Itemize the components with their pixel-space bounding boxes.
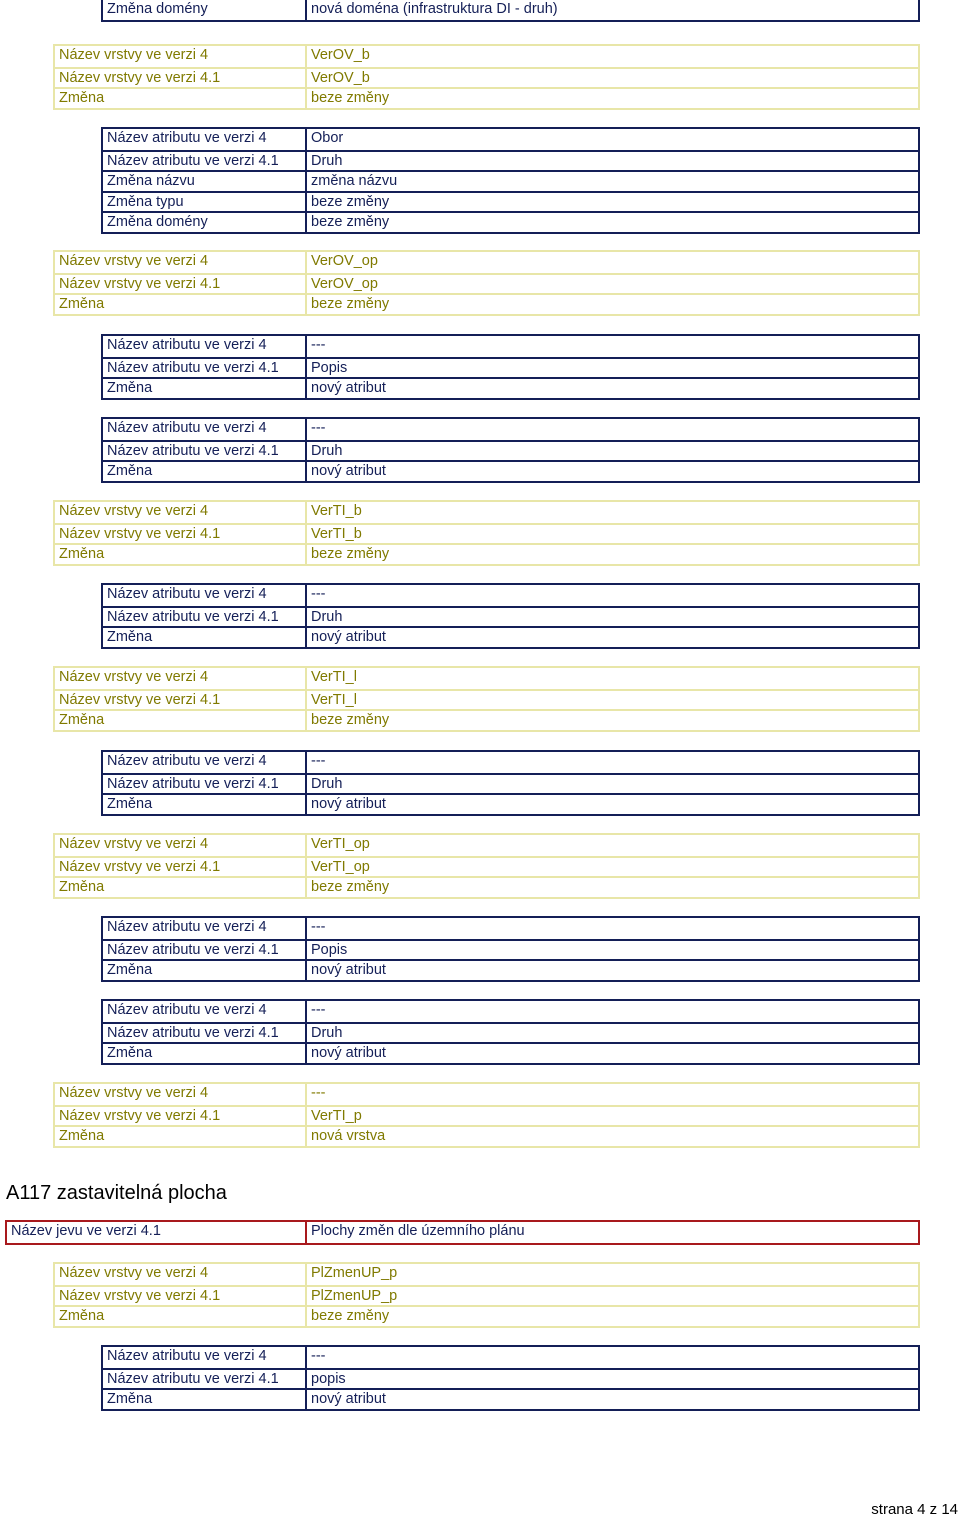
row-value: beze změny: [305, 545, 918, 564]
row-value: nový atribut: [305, 1044, 918, 1063]
row-label: Název vrstvy ve verzi 4.1: [59, 691, 221, 708]
table-row: [103, 1001, 918, 1022]
row-value: Popis: [305, 941, 918, 960]
table-row: [55, 709, 918, 730]
row-label: Název atributu ve verzi 4.1: [107, 359, 279, 376]
table-row: [103, 918, 918, 939]
row-label: Název atributu ve verzi 4: [107, 130, 267, 146]
table-row: [55, 1105, 918, 1126]
row-label: Změna: [59, 546, 105, 563]
row-value: ---: [305, 336, 918, 357]
row-label: Změna: [107, 463, 153, 480]
row-value: PlZmenUP_p: [305, 1287, 918, 1306]
row-value: Obor: [305, 129, 918, 150]
row-label: Název atributu ve verzi 4: [107, 1348, 267, 1364]
row-value: beze změny: [305, 878, 918, 897]
row-value: VerOV_op: [305, 252, 918, 273]
table-row: [55, 67, 918, 88]
row-label: Změna: [107, 796, 153, 813]
row-label: Název atributu ve verzi 4.1: [107, 608, 279, 625]
attribute-table: [101, 1345, 920, 1411]
row-label: Změna typu: [107, 193, 184, 210]
table-row: [55, 1305, 918, 1326]
table-row: [103, 939, 918, 960]
row-label: Název vrstvy ve verzi 4: [59, 669, 209, 685]
row-label: Název atributu ve verzi 4: [107, 420, 267, 436]
table-row: [55, 87, 918, 108]
row-value: beze změny: [305, 193, 918, 212]
table-row: [55, 502, 918, 523]
row-label: Změna: [107, 962, 153, 979]
attribute-table: [101, 417, 920, 483]
table-row: [103, 626, 918, 647]
row-label: Název vrstvy ve verzi 4: [59, 836, 209, 852]
row-value: VerOV_op: [305, 275, 918, 294]
table-row: [55, 46, 918, 67]
row-value: ---: [305, 1084, 918, 1105]
row-label: Název vrstvy ve verzi 4.1: [59, 69, 221, 86]
top-row: [101, 0, 920, 22]
row-label: Změna: [59, 712, 105, 729]
table-row: [103, 606, 918, 627]
table-row: [103, 440, 918, 461]
row-label: Změna domény: [107, 214, 208, 231]
table-row: [55, 523, 918, 544]
row-label: Změna: [107, 629, 153, 646]
row-value: beze změny: [305, 1307, 918, 1326]
row-value: popis: [305, 1370, 918, 1389]
table-row: [103, 357, 918, 378]
layer-table: [53, 1082, 920, 1148]
row-label: Název vrstvy ve verzi 4.1: [59, 858, 221, 875]
table-row: [103, 460, 918, 481]
table-row: [103, 1042, 918, 1063]
table-row: [55, 1285, 918, 1306]
row-label: Název atributu ve verzi 4: [107, 1002, 267, 1018]
table-row: [55, 293, 918, 314]
row-value: nový atribut: [305, 379, 918, 398]
row-label: Název atributu ve verzi 4: [107, 337, 267, 353]
row-value: Popis: [305, 359, 918, 378]
feature-table: [5, 1220, 920, 1245]
table-row: [103, 336, 918, 357]
table-row: [103, 1368, 918, 1389]
row-value: ---: [305, 752, 918, 773]
table-row: [103, 170, 918, 191]
table-row: [55, 876, 918, 897]
attribute-table: [101, 334, 920, 400]
attribute-table: [101, 916, 920, 982]
attribute-table: [101, 583, 920, 649]
row-value: nový atribut: [305, 961, 918, 980]
row-value: PlZmenUP_p: [305, 1264, 918, 1285]
layer-table: [53, 666, 920, 732]
table-row: [55, 1084, 918, 1105]
row-value: ---: [305, 419, 918, 440]
table-row: [103, 585, 918, 606]
row-value: VerTI_p: [305, 1107, 918, 1126]
row-value: beze změny: [305, 213, 918, 232]
row-value: Druh: [305, 608, 918, 627]
row-value: VerTI_op: [305, 858, 918, 877]
row-label: Název vrstvy ve verzi 4.1: [59, 525, 221, 542]
row-label: Název vrstvy ve verzi 4.1: [59, 1287, 221, 1304]
table-row: [103, 377, 918, 398]
row-value: Druh: [305, 152, 918, 171]
table-row: [103, 191, 918, 212]
page-number: strana 4 z 14: [871, 1501, 958, 1518]
table-row: [103, 150, 918, 171]
row-label: Změna: [59, 1308, 105, 1325]
row-label: Změna: [59, 1128, 105, 1145]
row-value: nová vrstva: [305, 1127, 918, 1146]
row-label: Změna: [59, 296, 105, 313]
layer-table: [53, 500, 920, 566]
row-value: ---: [305, 585, 918, 606]
table-row: [103, 1347, 918, 1368]
row-label: Název vrstvy ve verzi 4: [59, 253, 209, 269]
row-label: Název atributu ve verzi 4: [107, 753, 267, 769]
row-value: nový atribut: [305, 1390, 918, 1409]
row-label: Změna: [59, 90, 105, 107]
table-row: [103, 752, 918, 773]
row-value: beze změny: [305, 89, 918, 108]
row-label: Změna: [107, 380, 153, 397]
table-row: [55, 856, 918, 877]
table-row: [103, 793, 918, 814]
table-row: [103, 1022, 918, 1043]
row-value: nový atribut: [305, 628, 918, 647]
row-label: Změna názvu: [107, 173, 195, 190]
row-label: Změna: [107, 1045, 153, 1062]
row-value: nový atribut: [305, 462, 918, 481]
section-heading: A117 zastavitelná plocha: [6, 1182, 227, 1204]
row-label: Název jevu ve verzi 4.1: [11, 1223, 161, 1239]
row-label: Název atributu ve verzi 4.1: [107, 1370, 279, 1387]
row-label: Název vrstvy ve verzi 4: [59, 503, 209, 519]
row-label: Název vrstvy ve verzi 4.1: [59, 1107, 221, 1124]
layer-table: [53, 44, 920, 110]
row-label: Název vrstvy ve verzi 4: [59, 47, 209, 63]
row-label: Název vrstvy ve verzi 4.1: [59, 275, 221, 292]
row-value: Druh: [305, 1024, 918, 1043]
row-label: Změna: [107, 1391, 153, 1408]
table-row: [103, 419, 918, 440]
row-label: Název atributu ve verzi 4.1: [107, 775, 279, 792]
table-row: [103, 129, 918, 150]
row-label: Název atributu ve verzi 4.1: [107, 1024, 279, 1041]
layer-table: [53, 250, 920, 316]
row-label: Název atributu ve verzi 4: [107, 586, 267, 602]
row-value: VerOV_b: [305, 46, 918, 67]
table-row: [55, 689, 918, 710]
table-row: [55, 1125, 918, 1146]
row-value: VerTI_b: [305, 525, 918, 544]
row-value: beze změny: [305, 295, 918, 314]
row-value: VerTI_l: [305, 668, 918, 689]
row-label: Název vrstvy ve verzi 4: [59, 1085, 209, 1101]
row-value: VerTI_l: [305, 691, 918, 710]
table-row: [55, 273, 918, 294]
row-label: Název vrstvy ve verzi 4: [59, 1265, 209, 1281]
table-row: [55, 1264, 918, 1285]
row-label: Změna: [59, 879, 105, 896]
row-value: nový atribut: [305, 795, 918, 814]
attribute-table: [101, 750, 920, 816]
row-value: VerOV_b: [305, 69, 918, 88]
row-value: VerTI_b: [305, 502, 918, 523]
table-row: [55, 668, 918, 689]
attribute-table: [101, 127, 920, 234]
row-value: ---: [305, 1001, 918, 1022]
table-row: [103, 773, 918, 794]
row-value: změna názvu: [305, 172, 918, 191]
row-value: ---: [305, 1347, 918, 1368]
row-value: Druh: [305, 775, 918, 794]
table-row: [55, 252, 918, 273]
table-row: [7, 1222, 918, 1243]
table-row: [55, 543, 918, 564]
table-row: [103, 959, 918, 980]
row-value: Druh: [305, 442, 918, 461]
table-row: [103, 1388, 918, 1409]
row-value: VerTI_op: [305, 835, 918, 856]
row-value: ---: [305, 918, 918, 939]
row-value: Plochy změn dle územního plánu: [305, 1222, 918, 1243]
attribute-table: [101, 999, 920, 1065]
row-label: Název atributu ve verzi 4.1: [107, 941, 279, 958]
top-row-value: nová doména (infrastruktura DI - druh): [305, 0, 918, 20]
table-row: [55, 835, 918, 856]
row-label: Název atributu ve verzi 4.1: [107, 152, 279, 169]
row-label: Název atributu ve verzi 4.1: [107, 442, 279, 459]
row-label: Název atributu ve verzi 4: [107, 919, 267, 935]
table-row: [103, 211, 918, 232]
layer-table: [53, 1262, 920, 1328]
layer-table: [53, 833, 920, 899]
row-value: beze změny: [305, 711, 918, 730]
top-row-label: Změna domény: [107, 1, 208, 17]
